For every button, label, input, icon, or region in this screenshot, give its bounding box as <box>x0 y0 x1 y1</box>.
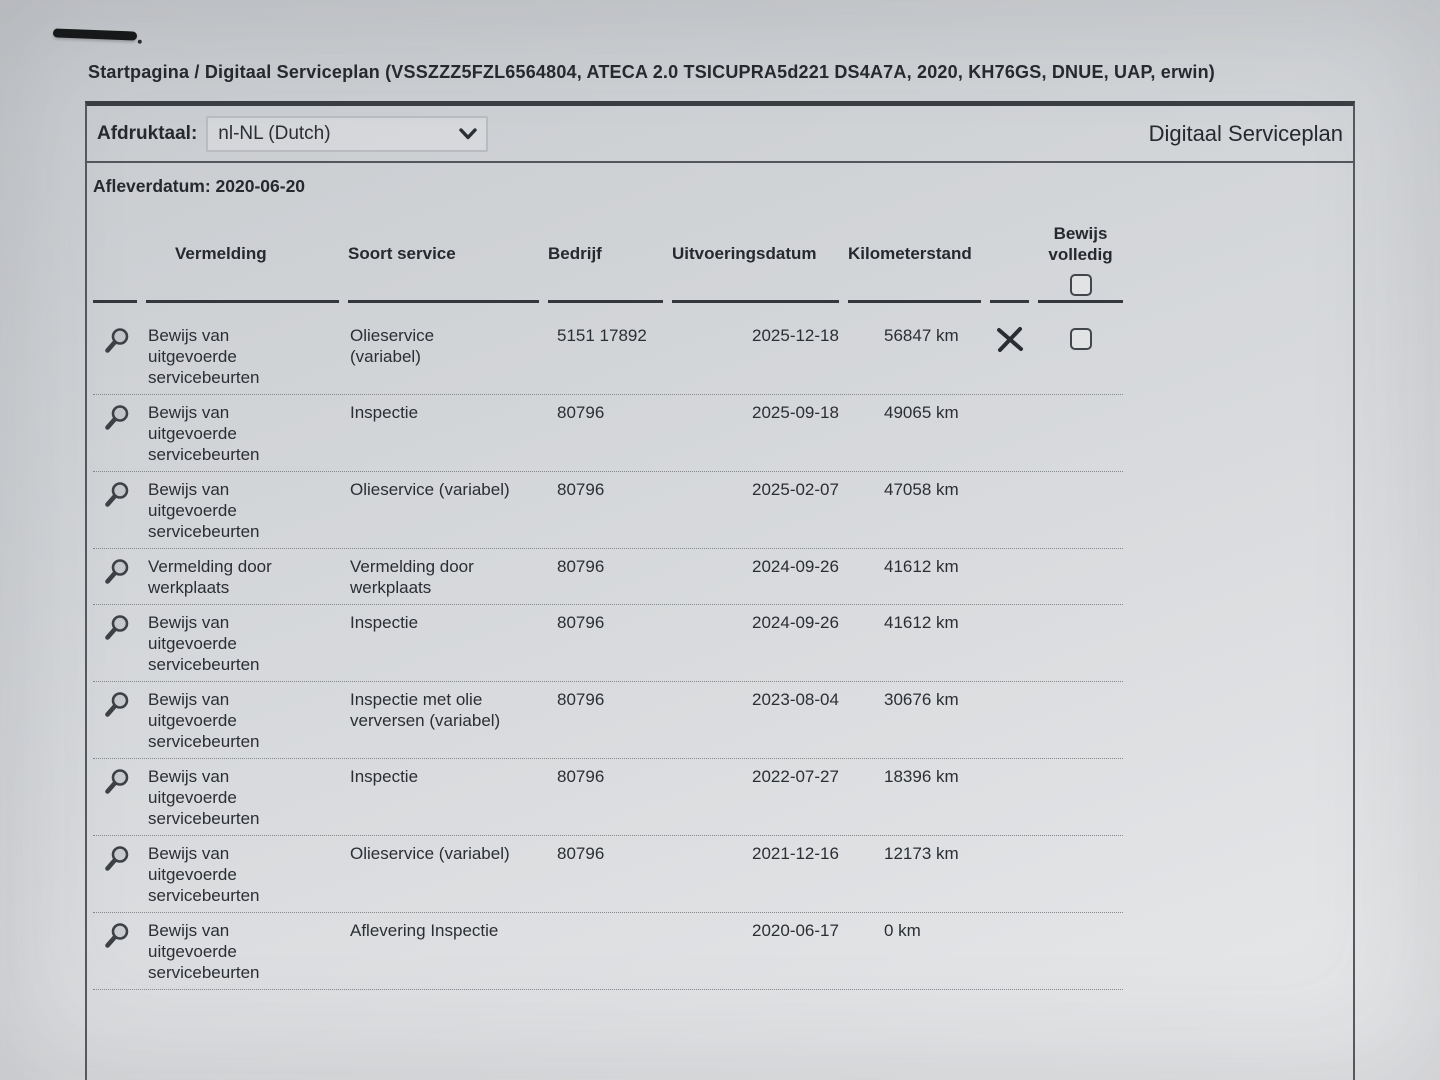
table-row <box>93 605 1123 682</box>
uitvoeringsdatum-cell: 2025-09-18 <box>752 403 839 422</box>
table-row <box>93 913 1123 990</box>
header-bedrijf-label: Bedrijf <box>548 244 602 263</box>
soort-service-cell: Olieservice (variabel) <box>350 326 435 366</box>
select-all-checkbox[interactable] <box>1070 274 1092 296</box>
vermelding-cell: Bewijs van uitgevoerde servicebeurten <box>148 921 260 982</box>
kilometerstand-cell: 12173 km <box>884 844 959 863</box>
bedrijf-cell: 80796 <box>557 844 605 863</box>
kilometerstand-cell: 41612 km <box>884 557 959 576</box>
header-bewijs-label: Bewijs <box>1053 224 1108 243</box>
uitvoeringsdatum-cell: 2022-07-27 <box>752 767 839 786</box>
header-icon-column <box>93 203 137 303</box>
vermelding-cell: Bewijs van uitgevoerde servicebeurten <box>148 326 260 387</box>
uitvoeringsdatum-cell: 2024-09-26 <box>752 557 839 576</box>
table-row <box>93 836 1123 913</box>
page-title: Digitaal Serviceplan <box>1148 120 1343 146</box>
soort-service-cell: Inspectie <box>350 613 419 632</box>
magnifier-icon[interactable] <box>103 613 133 649</box>
table-row <box>93 395 1123 472</box>
magnifier-icon[interactable] <box>103 480 133 516</box>
bedrijf-cell: 80796 <box>557 480 605 499</box>
print-language-dropdown[interactable] <box>206 116 488 152</box>
magnifier-icon[interactable] <box>103 403 133 439</box>
soort-service-cell: Olieservice (variabel) <box>350 480 510 499</box>
magnifier-icon[interactable] <box>103 767 133 803</box>
print-language-value: nl-NL (Dutch) <box>218 122 331 144</box>
kilometerstand-cell: 49065 km <box>884 403 959 422</box>
table-row <box>93 759 1123 836</box>
chevron-down-icon <box>459 128 477 140</box>
soort-service-cell: Inspectie <box>350 403 419 422</box>
header-vermelding <box>146 203 339 303</box>
uitvoeringsdatum-cell: 2021-12-16 <box>752 844 839 863</box>
magnifier-icon[interactable] <box>103 326 133 362</box>
table-row <box>93 682 1123 759</box>
kilometerstand-cell: 47058 km <box>884 480 959 499</box>
vermelding-cell: Bewijs van uitgevoerde servicebeurten <box>148 480 260 541</box>
header-soort-service-label: Soort service <box>348 244 456 263</box>
table-row <box>93 303 1123 395</box>
vermelding-cell: Bewijs van uitgevoerde servicebeurten <box>148 844 260 905</box>
header-kilometerstand <box>848 203 981 303</box>
vermelding-cell: Bewijs van uitgevoerde servicebeurten <box>148 767 260 828</box>
kilometerstand-cell: 18396 km <box>884 767 959 786</box>
header-uitvoeringsdatum-label: Uitvoeringsdatum <box>672 244 817 263</box>
kilometerstand-cell: 0 km <box>884 921 921 940</box>
bedrijf-cell: 80796 <box>557 613 605 632</box>
table-row <box>93 549 1123 605</box>
uitvoeringsdatum-cell: 2025-12-18 <box>752 326 839 345</box>
header-vermelding-label: Vermelding <box>175 244 267 263</box>
vermelding-cell: Bewijs van uitgevoerde servicebeurten <box>148 690 260 751</box>
panel-header <box>87 106 1353 163</box>
bedrijf-cell: 80796 <box>557 557 605 576</box>
soort-service-cell: Vermelding door werkplaats <box>350 557 474 597</box>
soort-service-cell: Aflevering Inspectie <box>350 921 499 940</box>
vermelding-cell: Vermelding door werkplaats <box>148 557 272 597</box>
breadcrumb: Startpagina / Digitaal Serviceplan (VSSZZZ5FZL6564804, ATECA 2.0 TSICUPRA5d221 DS4A7A, 2020, KH76GS, DNUE, UAP, erwin) <box>88 62 1215 82</box>
header-soort-service <box>348 203 539 303</box>
vermelding-cell: Bewijs van uitgevoerde servicebeurten <box>148 403 260 464</box>
bewijs-volledig-checkbox[interactable] <box>1070 328 1092 350</box>
table-body <box>93 303 1123 990</box>
delivery-date: Afleverdatum: 2020-06-20 <box>93 176 306 196</box>
kilometerstand-cell: 30676 km <box>884 690 959 709</box>
header-volledig-label: volledig <box>1048 245 1113 264</box>
rejected-x-icon <box>995 326 1025 358</box>
kilometerstand-cell: 41612 km <box>884 613 959 632</box>
header-uitvoeringsdatum <box>672 203 839 303</box>
uitvoeringsdatum-cell: 2024-09-26 <box>752 613 839 632</box>
table-header <box>93 203 1123 303</box>
kilometerstand-cell: 56847 km <box>884 326 959 345</box>
bedrijf-cell: 80796 <box>557 767 605 786</box>
magnifier-icon[interactable] <box>103 844 133 880</box>
header-x-column <box>990 203 1029 303</box>
uitvoeringsdatum-cell: 2025-02-07 <box>752 480 839 499</box>
header-bedrijf <box>548 203 663 303</box>
pen-mark <box>53 28 137 40</box>
header-bewijs-volledig <box>1038 203 1123 303</box>
magnifier-icon[interactable] <box>103 921 133 957</box>
soort-service-cell: Inspectie met olie verversen (variabel) <box>350 690 501 730</box>
bedrijf-cell: 80796 <box>557 403 605 422</box>
print-language-label: Afdruktaal: <box>97 122 198 144</box>
magnifier-icon[interactable] <box>103 690 133 726</box>
service-table <box>93 203 1123 990</box>
uitvoeringsdatum-cell: 2023-08-04 <box>752 690 839 709</box>
vermelding-cell: Bewijs van uitgevoerde servicebeurten <box>148 613 260 674</box>
bedrijf-cell: 5151 17892 <box>557 326 647 345</box>
soort-service-cell: Inspectie <box>350 767 419 786</box>
uitvoeringsdatum-cell: 2020-06-17 <box>752 921 839 940</box>
table-row <box>93 472 1123 549</box>
soort-service-cell: Olieservice (variabel) <box>350 844 510 863</box>
header-kilometerstand-label: Kilometerstand <box>848 244 972 263</box>
magnifier-icon[interactable] <box>103 557 133 593</box>
serviceplan-panel <box>85 101 1355 1080</box>
bedrijf-cell: 80796 <box>557 690 605 709</box>
